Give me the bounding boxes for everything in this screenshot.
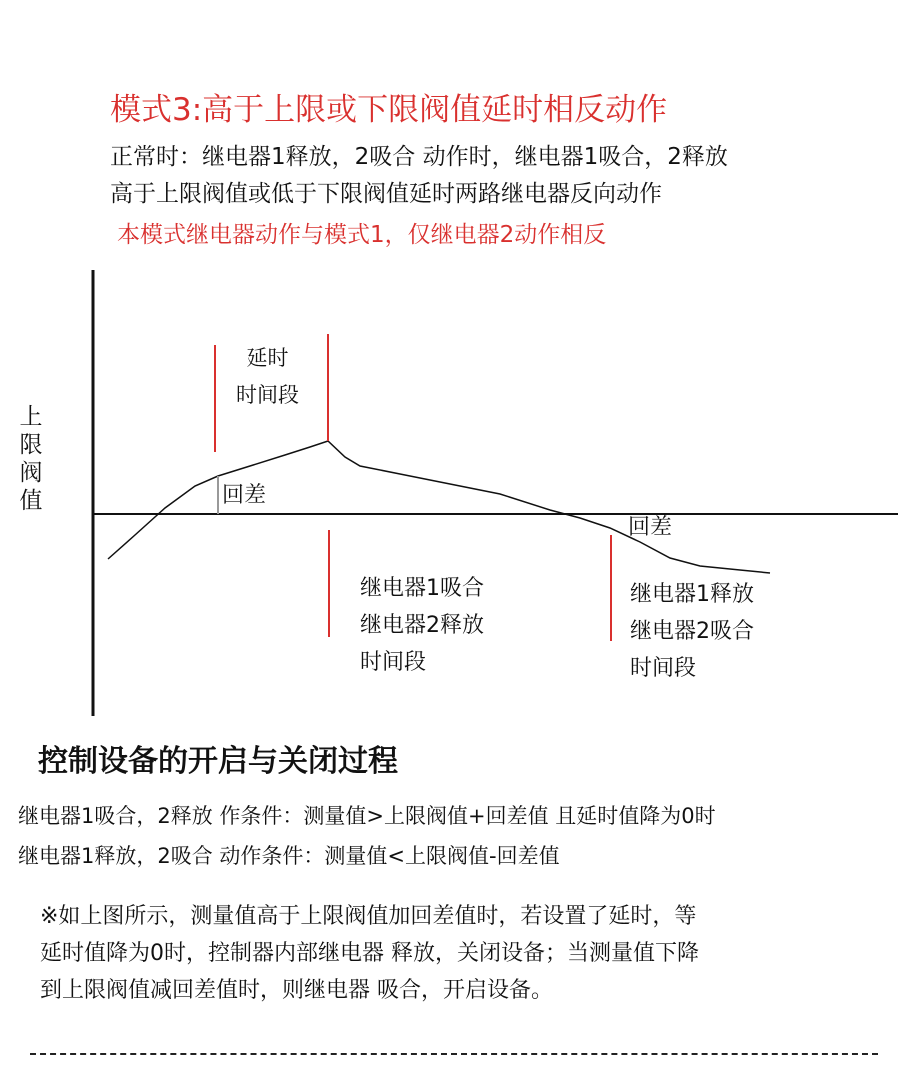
y-axis-char: 值	[19, 488, 43, 514]
y-axis-char: 限	[19, 432, 43, 458]
normal-state-text: 正常时：继电器1释放，2吸合 动作时，继电器1吸合，2释放	[110, 144, 728, 170]
y-axis-char: 阀	[19, 460, 43, 486]
remark-paragraph	[40, 898, 870, 1009]
mode-title: 模式3:高于上限或下限阀值延时相反动作	[110, 92, 668, 128]
action-description: 高于上限阀值或低于下限阀值延时两路继电器反向动作	[110, 181, 662, 207]
condition-close: 继电器1释放，2吸合 动作条件：测量值<上限阀值-回差值	[18, 844, 560, 868]
hysteresis-label-upper: 回差	[222, 483, 267, 508]
delay-label-line: 延时	[246, 346, 289, 370]
delay-label	[236, 340, 299, 414]
condition-open: 继电器1吸合，2释放 作条件：测量值>上限阀值+回差值 且延时值降为0时	[18, 804, 716, 828]
label-line: 继电器1释放	[630, 582, 754, 607]
measurement-curve	[108, 441, 770, 573]
label-line: 继电器2释放	[360, 613, 484, 638]
delay-label-line: 时间段	[236, 383, 299, 407]
remark-line: ※如上图所示，测量值高于上限阀值加回差值时，若设置了延时，等	[40, 904, 697, 929]
dashed-divider	[30, 1053, 878, 1055]
y-axis-label	[16, 403, 46, 515]
label-line: 继电器2吸合	[630, 619, 754, 644]
label-line: 继电器1吸合	[360, 576, 484, 601]
mode-note: 本模式继电器动作与模式1，仅继电器2动作相反	[117, 222, 607, 248]
label-line: 时间段	[630, 656, 697, 681]
relay-on-period-label	[360, 570, 484, 681]
remark-line: 延时值降为0时，控制器内部继电器 释放，关闭设备；当测量值下降	[40, 941, 699, 966]
section-title: 控制设备的开启与关闭过程	[38, 744, 398, 779]
y-axis-char: 上	[19, 404, 43, 430]
relay-off-period-label	[630, 576, 754, 687]
hysteresis-label-lower: 回差	[628, 515, 673, 540]
label-line: 时间段	[360, 650, 427, 675]
remark-line: 到上限阀值减回差值时，则继电器 吸合，开启设备。	[40, 978, 553, 1003]
